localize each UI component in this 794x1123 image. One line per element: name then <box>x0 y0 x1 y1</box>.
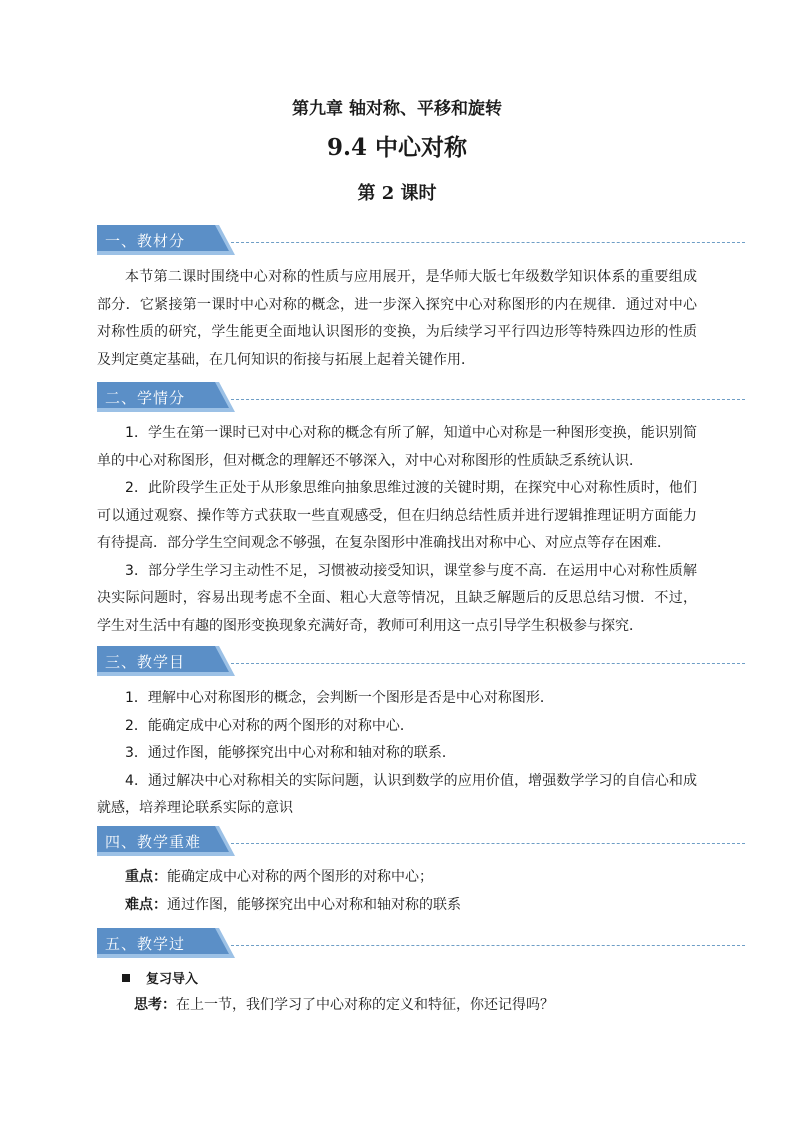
paragraph: 4．通过解决中心对称相关的实际问题，认识到数学的应用价值，增强数学学习的自信心和成就感，培养理论联系实际的意识 <box>97 772 697 816</box>
square-bullet-icon <box>122 974 130 982</box>
section-label: 三、教学目 <box>105 653 186 671</box>
section-label: 二、学情分 <box>105 389 186 407</box>
think-label: 思考： <box>134 997 176 1013</box>
key-point-label: 重点： <box>125 869 167 885</box>
section-label: 四、教学重难 <box>105 833 202 851</box>
section-heading-5 <box>97 928 745 958</box>
section-heading-2 <box>97 382 745 412</box>
section-label: 五、教学过 <box>105 935 186 953</box>
section-body-4 <box>97 864 697 919</box>
section-body-3 <box>97 685 697 823</box>
section-tab <box>97 646 235 676</box>
section-body-2 <box>97 420 697 640</box>
section-divider <box>231 399 745 400</box>
section-heading-1 <box>97 225 745 255</box>
lesson-title: 9.4 中心对称 <box>326 134 468 161</box>
chapter-title: 第九章 轴对称、平移和旋转 <box>292 99 502 119</box>
think-text: 在上一节，我们学习了中心对称的定义和特征，你还记得吗？ <box>176 997 554 1013</box>
section-tab <box>97 225 235 255</box>
section-divider <box>231 663 745 664</box>
review-heading <box>122 968 198 987</box>
paragraph: 2．能确定成中心对称的两个图形的对称中心． <box>125 717 414 734</box>
key-point-text: 能确定成中心对称的两个图形的对称中心； <box>167 869 433 885</box>
difficulty-text: 通过作图，能够探究出中心对称和轴对称的联系 <box>167 896 461 913</box>
section-heading-3 <box>97 646 745 676</box>
difficulty-point <box>97 892 697 920</box>
difficulty-label: 难点： <box>125 896 167 913</box>
paragraph: 1．理解中心对称图形的概念，会判断一个图形是否是中心对称图形． <box>125 690 554 706</box>
section-divider <box>231 843 745 844</box>
period-title: 第 2 课时 <box>357 183 437 204</box>
paragraph: 3．通过作图，能够探究出中心对称和轴对称的联系． <box>125 745 456 761</box>
paragraph: 2．此阶段学生正处于从形象思维向抽象思维过渡的关键时期，在探究中心对称性质时，他们可以通过观察、操作等方式获取一些直观感受，但在归纳总结性质并进行逻辑推理证明方面能力有待提高．部分学生空间观念不够强，在复杂图形中准确找出对称中心、对应点等存在困难． <box>97 480 697 551</box>
think-question <box>134 994 554 1014</box>
paragraph: 3．部分学生学习主动性不足，习惯被动接受知识，课堂参与度不高．在运用中心对称性质解决实际问题时，容易出现考虑不全面、粗心大意等情况，且缺乏解题后的反思总结习惯．不过，学生对生活中有趣的图形变换现象充满好奇，教师可利用这一点引导学生积极参与探究． <box>97 562 697 634</box>
section-tab <box>97 826 235 856</box>
section-label: 一、教材分 <box>105 232 186 250</box>
section-tab <box>97 382 235 412</box>
section-divider <box>231 945 745 946</box>
section-body-1 <box>97 264 697 374</box>
section-divider <box>231 242 745 243</box>
key-point <box>97 864 697 892</box>
review-title: 复习导入 <box>146 972 199 987</box>
paragraph: 1．学生在第一课时已对中心对称的概念有所了解，知道中心对称是一种图形变换，能识别简单的中心对称图形，但对概念的理解还不够深入，对中心对称图形的性质缺乏系统认识． <box>97 425 697 469</box>
section-heading-4 <box>97 826 745 856</box>
paragraph: 本节第二课时围绕中心对称的性质与应用展开，是华师大版七年级数学知识体系的重要组成部分．它紧接第一课时中心对称的概念，进一步深入探究中心对称图形的内在规律．通过对中心对称性质的研究，学生能更全面地认识图形的变换，为后续学习平行四边形等特殊四边形的性质及判定奠定基础，在几何知识的衔接与拓展上起着关键作用． <box>97 269 697 368</box>
section-tab <box>97 928 235 958</box>
